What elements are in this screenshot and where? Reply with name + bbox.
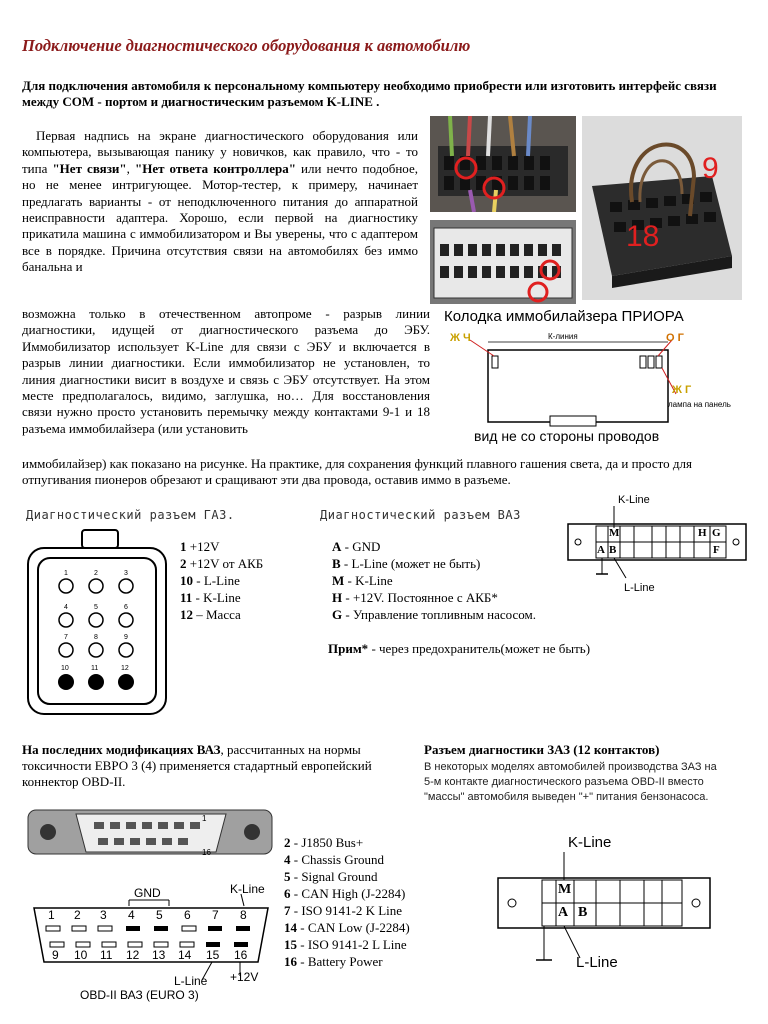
zaz-cell-m: M: [558, 882, 572, 897]
gaz-pin-label: 5: [94, 604, 98, 611]
zaz-heading: Разъем диагностики ЗАЗ (12 контактов): [424, 742, 660, 757]
gaz-pin-label: 7: [64, 634, 68, 641]
obd-heading: На последних модификациях ВАЗ, рассчитанных на нормы токсичности ЕВРО 3 (4) применяется стадартный европейский коннектор OBD-II.: [22, 742, 372, 789]
connector-photo-bottom: [430, 220, 576, 304]
vaz-cell-m: M: [609, 527, 620, 539]
connector-front-image: [430, 220, 576, 304]
page-title: Подключение диагностического оборудования к автомобилю: [22, 36, 471, 55]
gaz-pin-label: 8: [94, 634, 98, 641]
zaz-cell-a: A: [558, 905, 569, 920]
para1-text-c: ,: [126, 160, 135, 176]
zaz-k-line-label: K-Line: [568, 834, 612, 851]
immo-zh-ch: Ж Ч: [450, 332, 471, 344]
gaz-connector-diagram: [24, 528, 170, 718]
obd-pin-number: 9: [52, 948, 59, 962]
vaz-connector-diagram: [566, 494, 756, 594]
obd-pin-row: 14 - CAN Low (J-2284): [284, 920, 410, 935]
gaz-pin-list: [180, 538, 263, 623]
immobilizer-connector-photo: [582, 116, 742, 300]
obd-pin-number: 16: [234, 948, 248, 962]
vaz-k-line-label: K-Line: [618, 494, 650, 506]
obd-gnd-label: GND: [134, 886, 161, 900]
vaz-pin-row: H - +12V. Постоянное с АКБ*: [332, 590, 498, 605]
obd-pin-row: 6 - CAN High (J-2284): [284, 886, 406, 901]
immo-zh-g: Ж Г: [672, 384, 692, 396]
lead-paragraph: Для подключения автомобиля к персональному компьютеру необходимо приобрести или изготовить интерфейс связи между COM - портом и диагностическим разъемом K-LINE .: [22, 78, 717, 109]
closing-paragraph: иммобилайзер) как показано на рисунке. На практике, для сохранения функций плавного гашения света, да и просто для отпугивания пионеров обрезают и сращивают эти два провода, оставив иммо в разъеме.: [22, 456, 692, 488]
gaz-pin-row: 11 - K-Line: [180, 590, 241, 605]
gaz-pin-row: 1 +12V: [180, 539, 220, 554]
para1-bold-no-link: "Нет связи": [52, 160, 127, 176]
obd-pin-number: 15: [206, 948, 220, 962]
immo-o-g: О Г: [666, 332, 684, 344]
obd-pin-list: [284, 834, 410, 970]
para1-bold-no-answer: "Нет ответа контроллера": [134, 160, 296, 176]
obd-pin-number: 5: [156, 908, 163, 922]
gaz-pin-row: 10 - L-Line: [180, 573, 240, 588]
obd-pin-number: 4: [128, 908, 135, 922]
vaz-pin-list: [332, 538, 536, 623]
vaz-l-line-label: L-Line: [624, 582, 655, 594]
obd-pin-number: 14: [178, 948, 192, 962]
gaz-pin-label: 1: [64, 570, 68, 577]
obd-l-line-label: L-Line: [174, 974, 208, 988]
vaz-heading: Диагностический разъем ВАЗ: [320, 508, 521, 522]
zaz-connector-diagram: [496, 834, 716, 974]
gaz-pin-label: 6: [124, 604, 128, 611]
pin-18-label: 18: [626, 220, 660, 253]
immobilizer-jumper-image: [582, 116, 742, 300]
gaz-pin-label: 10: [61, 665, 69, 672]
obd-pin-number: 10: [74, 948, 88, 962]
obd-plug-svg: [26, 800, 274, 866]
obd-pin-row: 15 - ISO 9141-2 L Line: [284, 937, 407, 952]
obd-caption: OBD-II ВАЗ (EURO 3): [80, 988, 199, 1002]
intro-paragraph: [22, 128, 418, 276]
zaz-l-line-label: L-Line: [576, 954, 618, 971]
obd-pin-row: 7 - ISO 9141-2 K Line: [284, 903, 403, 918]
vaz-cell-h: H: [698, 527, 707, 539]
obd-pin-number: 11: [100, 948, 113, 962]
vaz-pin-row: G - Управление топливным насосом.: [332, 607, 536, 622]
obd-plug-pin1: 1: [202, 814, 207, 823]
obd-pin-number: 12: [126, 948, 140, 962]
obd-pin-number: 13: [152, 948, 166, 962]
obd-pin-number: 8: [240, 908, 247, 922]
para1-text-d: или нечто подобное, но не менее интригующее. Мотор-тестер, к примеру, начинает предлагать варианты - от неподключенного питания до аппаратной неисправности адаптера. Хорошо, если первой на диагностику прикатила машина с иммобилизатором и Вы уверены, что с адаптером все в порядке. Причина отсутствия связи на автомобилях без иммо банальна и: [22, 160, 418, 275]
vaz-cell-g: G: [712, 527, 721, 539]
obd-pin-row: 16 - Battery Power: [284, 954, 383, 969]
zaz-text: В некоторых моделях автомобилей производства ЗАЗ на 5-м контакте диагностического разъема OBD-II вместо "массы" автомобиля выведен "+" питания бензонасоса.: [424, 761, 717, 803]
immo-k-line: К-линия: [548, 332, 578, 341]
pin-9-label: 9: [702, 152, 719, 185]
immo-caption: Колодка иммобилайзера ПРИОРА: [444, 308, 684, 325]
main-paragraph: возможна только в отечественном автопроме - разрыв линии диагностики, идущей от диагностического разъема до ЭБУ. Иммобилизатор использует K-Line для связи с ЭБУ и включается в разрыв линии диагностики. Если иммобилизатор не установлен, то линия диагностики висит в воздухе и связь с ЭБУ отсутствует. На этом месте предполагалось, видимо, заглушка, но… Для восстановления связи нужно просто установить перемычку между контактами 9-1 и 18 разъема иммобилайзера (или установить: [22, 306, 430, 436]
gaz-pin-labels: [24, 528, 170, 718]
vaz-cell-f: F: [713, 544, 720, 556]
vaz-pin-row: A - GND: [332, 539, 381, 554]
gaz-heading: Диагностический разъем ГАЗ.: [26, 508, 235, 522]
obd-plug-pin16: 16: [202, 848, 211, 857]
connector-wires-image: [430, 116, 576, 212]
gaz-pin-label: 12: [121, 665, 129, 672]
obd-plus12-label: +12V: [230, 970, 259, 984]
para1-text-a: Первая надпись на экране диагностического оборудования или компьютера, вызывающая панику у новичков, как правило, что - то типа: [22, 128, 418, 176]
obd-pin-number: 2: [74, 908, 81, 922]
gaz-pin-row: 12 – Масса: [180, 607, 241, 622]
vaz-pin-row: B - L-Line (может не быть): [332, 556, 481, 571]
vaz-pin-row: M - K-Line: [332, 573, 393, 588]
vaz-note: Прим* - через предохранитель(может не быть): [328, 641, 591, 656]
gaz-pin-label: 11: [91, 665, 99, 672]
obd-pin-row: 4 - Chassis Ground: [284, 852, 385, 867]
gaz-pin-row: 2 +12V от АКБ: [180, 556, 264, 571]
obd-k-line-label: K-Line: [230, 882, 265, 896]
connector-photo-top: [430, 116, 576, 212]
obd-pinout-diagram: [26, 884, 276, 1008]
vaz-cell-b: B: [609, 544, 617, 556]
obd-plug-diagram: [26, 800, 274, 866]
zaz-connector-svg: [496, 834, 716, 974]
obd-pin-row: 5 - Signal Ground: [284, 869, 378, 884]
obd-pin-row: 2 - J1850 Bus+: [284, 835, 364, 850]
obd-pin-number: 6: [184, 908, 191, 922]
vaz-cell-a: A: [597, 544, 605, 556]
gaz-pin-label: 4: [64, 604, 68, 611]
immo-lamp: лампа на панель: [668, 400, 731, 409]
gaz-pin-label: 3: [124, 570, 128, 577]
immo-view-caption: вид не со стороны проводов: [474, 428, 660, 444]
gaz-pin-label: 9: [124, 634, 128, 641]
zaz-cell-b: B: [578, 905, 588, 920]
gaz-pin-label: 2: [94, 570, 98, 577]
obd-pin-number: 1: [48, 908, 55, 922]
vaz-connector-svg: [566, 494, 756, 594]
obd-pin-number: 7: [212, 908, 219, 922]
obd-pin-number: 3: [100, 908, 107, 922]
